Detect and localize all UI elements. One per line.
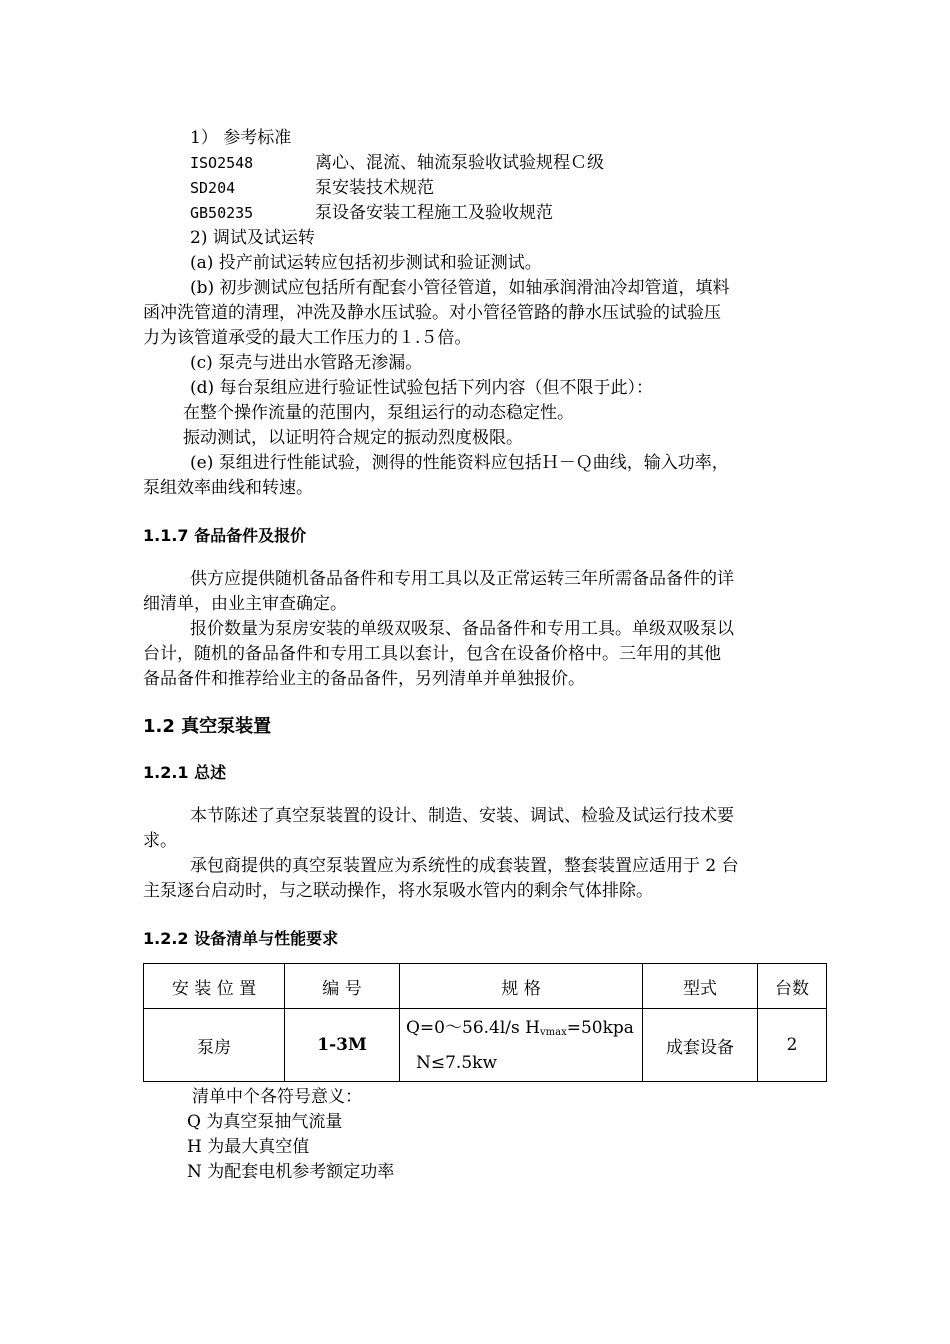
- paragraph-line: 台计，随机的备品备件和专用工具以套计，包含在设备价格中。三年用的其他: [143, 644, 721, 664]
- paragraph-line: 细清单，由业主审查确定。: [143, 594, 347, 614]
- commissioning-item-b-line2: 函冲洗管道的清理，冲洗及静水压试验。对小管径管路的静水压试验的试验压: [143, 303, 721, 323]
- standard-code: GB50235: [190, 204, 254, 222]
- commissioning-item-c: (c) 泵壳与进出水管路无渗漏。: [190, 353, 423, 373]
- table-header-cell: 编 号: [285, 964, 400, 1009]
- spec-line-n: N≤7.5kw: [416, 1052, 498, 1073]
- paragraph-line: 备品备件和推荐给业主的备品备件，另列清单并单独报价。: [143, 669, 585, 689]
- commissioning-item-a: (a) 投产前试运转应包括初步测试和验证测试。: [190, 253, 542, 273]
- spec-line-q-h: [406, 1013, 642, 1048]
- commissioning-heading: 2) 调试及试运转: [190, 228, 315, 248]
- equipment-table: [143, 963, 827, 1082]
- section-heading-1-1-7: 1.1.7 备品备件及报价: [143, 526, 307, 545]
- spec-h: =50kpa: [566, 1017, 634, 1038]
- spec-subscript: vmax: [539, 1026, 567, 1038]
- commissioning-item-e-line1: (e) 泵组进行性能试验，测得的性能资料应包括Ｈ－Ｑ曲线，输入功率，: [190, 453, 729, 473]
- paragraph-line: 承包商提供的真空泵装置应为系统性的成套装置，整套装置应适用于 2 台: [190, 856, 739, 876]
- standard-desc: 泵设备安装工程施工及验收规范: [315, 203, 553, 223]
- legend-item: Q 为真空泵抽气流量: [187, 1112, 343, 1132]
- commissioning-item-b-line1: (b) 初步测试应包括所有配套小管径管道，如轴承润滑油冷却管道，填料: [190, 278, 730, 298]
- table-cell-type: 成套设备: [643, 1009, 758, 1082]
- paragraph-line: 本节陈述了真空泵装置的设计、制造、安装、调试、检验及试运行技术要: [190, 806, 734, 826]
- standard-code: ISO2548: [190, 154, 254, 172]
- table-header-cell: 规 格: [400, 964, 643, 1009]
- commissioning-item-b-line3: 力为该管道承受的最大工作压力的１.５倍。: [143, 328, 472, 348]
- standard-desc: 泵安装技术规范: [315, 178, 434, 198]
- section-heading-1-2-2: 1.2.2 设备清单与性能要求: [143, 929, 339, 948]
- legend-item: H 为最大真空值: [187, 1137, 310, 1157]
- table-header-cell: 型式: [643, 964, 758, 1009]
- standard-code: SD204: [190, 179, 236, 197]
- section-heading-1-2: 1.2 真空泵装置: [143, 716, 272, 737]
- commissioning-item-d-sub1: 在整个操作流量的范围内，泵组运行的动态稳定性。: [183, 403, 574, 423]
- paragraph-line: 供方应提供随机备品备件和专用工具以及正常运转三年所需备品备件的详: [190, 569, 734, 589]
- paragraph-line: 主泵逐台启动时，与之联动操作，将水泵吸水管内的剩余气体排除。: [143, 881, 653, 901]
- legend-item: N 为配套电机参考额定功率: [187, 1162, 395, 1182]
- ref-standards-heading: 1） 参考标准: [190, 128, 292, 148]
- paragraph-line: 报价数量为泵房安装的单级双吸泵、备品备件和专用工具。单级双吸泵以: [190, 619, 734, 639]
- commissioning-item-e-line2: 泵组效率曲线和转速。: [143, 478, 313, 498]
- legend-title: 清单中个各符号意义：: [192, 1087, 362, 1107]
- paragraph-line: 求。: [143, 831, 177, 851]
- table-header-cell: 台数: [758, 964, 827, 1009]
- table-cell-location: 泵房: [144, 1009, 285, 1082]
- section-heading-1-2-1: 1.2.1 总述: [143, 763, 227, 782]
- table-header-row: [144, 964, 827, 1009]
- table-cell-count: 2: [758, 1009, 827, 1082]
- table-cell-spec: [400, 1009, 643, 1082]
- table-row: [144, 1009, 827, 1082]
- spec-q: Q=0～56.4l/s H: [406, 1017, 540, 1038]
- table-header-cell: 安 装 位 置: [144, 964, 285, 1009]
- commissioning-item-d: (d) 每台泵组应进行验证性试验包括下列内容（但不限于此）：: [190, 378, 654, 398]
- commissioning-item-d-sub2: 振动测试，以证明符合规定的振动烈度极限。: [183, 428, 523, 448]
- standard-desc: 离心、混流、轴流泵验收试验规程Ｃ级: [315, 153, 604, 173]
- table-cell-number: 1-3M: [285, 1009, 400, 1082]
